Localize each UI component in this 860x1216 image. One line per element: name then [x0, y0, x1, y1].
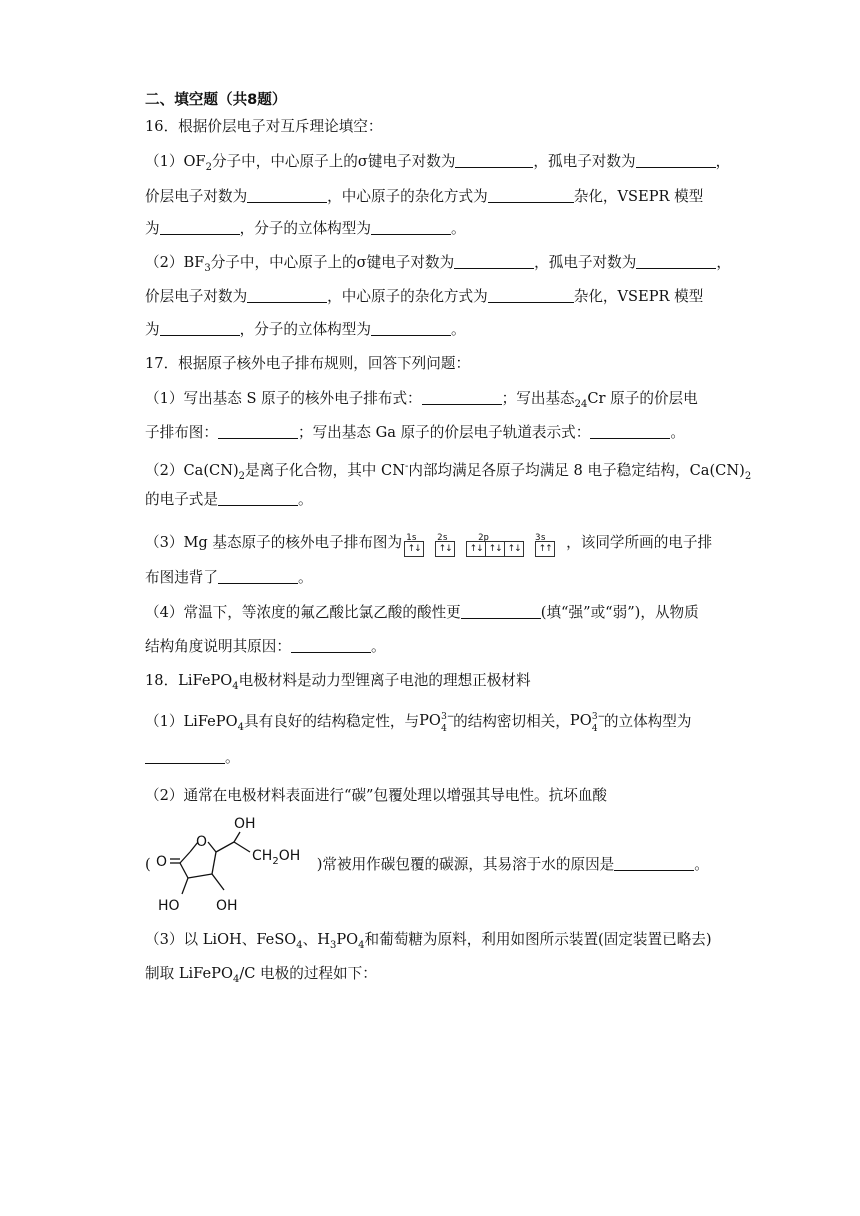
q18-p2-line1: （2）通常在电极材料表面进行“碳”包覆处理以增强其导电性。抗坏血酸 [145, 787, 608, 804]
text: 。 [450, 220, 466, 237]
text: 杂化，VSEPR 模型 [573, 288, 704, 305]
q17-p2-line2 [145, 490, 735, 510]
text: )常被用作碳包覆的碳源，其易溶于水的原因是 [316, 856, 615, 873]
orbital-box-2p-3: ↑↓ [504, 541, 524, 557]
text: 价层电子对数为 [145, 188, 248, 205]
answer-blank[interactable] [218, 569, 298, 584]
text: （1）LiFePO [145, 713, 238, 730]
subscript: 4 [441, 724, 447, 734]
text: 的立体构型为 [603, 713, 692, 730]
text: OH [278, 848, 301, 864]
answer-blank[interactable] [247, 188, 327, 203]
orbital-box-2p-2: ↑↓ [485, 541, 505, 557]
text: ，该同学所画的电子排 [566, 534, 713, 551]
q18-p3-line1 [145, 930, 735, 956]
q17-p1-line2 [145, 423, 735, 443]
text: ，分子的立体构型为 [239, 321, 371, 338]
text: 杂化，VSEPR 模型 [573, 188, 704, 205]
answer-blank[interactable] [455, 153, 533, 168]
text: Cr 原子的价层电 [587, 390, 698, 407]
text: 、H [302, 931, 330, 948]
answer-blank[interactable] [145, 749, 225, 764]
orbital-box-1s: ↑↓ [404, 541, 424, 557]
label-ho-left: HO [158, 898, 180, 914]
text: 具有良好的结构稳定性，与 [243, 713, 420, 730]
text: 。 [670, 424, 685, 441]
subscript: 4 [232, 973, 240, 985]
text: ，孤电子对数为 [533, 153, 636, 170]
text: (填“强”或“弱”)，从物质 [540, 604, 699, 621]
q17-p4-line2 [145, 637, 735, 657]
text: 18．LiFePO [145, 672, 233, 689]
q18-p1-line1 [145, 710, 735, 738]
subscript: 4 [237, 721, 244, 733]
text: 子排布图： [145, 424, 218, 441]
answer-blank[interactable] [488, 288, 574, 303]
text: ；写出基态 [501, 390, 575, 407]
text: /C 电极的过程如下： [239, 965, 377, 982]
q17-p2-line1 [145, 457, 752, 487]
bond [216, 842, 234, 852]
text: （1）OF [145, 153, 206, 170]
label-oh-top: OH [234, 816, 256, 832]
answer-blank[interactable] [291, 638, 371, 653]
text: 是离子化合物，其中 CN [245, 461, 405, 479]
section-title: 二、填空题（共8题） [145, 91, 287, 108]
q16-p1-line1 [145, 152, 735, 178]
text: 。 [370, 638, 386, 655]
q16-p2-line3 [145, 320, 735, 340]
text: ，中心原子的杂化方式为 [327, 288, 488, 305]
text: （2）BF [145, 254, 205, 271]
text: 。 [297, 491, 313, 508]
subscript: 4 [232, 680, 239, 692]
answer-blank[interactable] [590, 424, 670, 439]
answer-blank[interactable] [461, 604, 541, 619]
text: （3）以 LiOH、FeSO [145, 931, 297, 948]
answer-blank[interactable] [636, 153, 716, 168]
bond [182, 878, 188, 894]
superscript: 3− [441, 712, 455, 722]
text: 。 [450, 321, 466, 338]
subscript: 2 [272, 856, 279, 867]
q17-stem: 17．根据原子核外电子排布规则，回答下列问题： [145, 355, 471, 372]
answer-blank[interactable] [218, 424, 298, 439]
text: ；写出基态 Ga 原子的价层电子轨道表示式： [297, 424, 591, 441]
q17-p3-line2 [145, 568, 735, 588]
answer-blank[interactable] [160, 220, 240, 235]
text: 。 [297, 569, 313, 586]
q18-p3-line2 [145, 964, 735, 990]
q18-p1-line2 [145, 748, 735, 768]
bond [208, 842, 216, 852]
bond [234, 832, 240, 842]
text: 。 [694, 856, 709, 873]
q17-p3-line1 [145, 528, 735, 558]
orbital-label-2p: 2p [478, 533, 489, 543]
q16-p2-line1 [145, 253, 735, 279]
text: 价层电子对数为 [145, 288, 248, 305]
orbital-label-3s: 3s [535, 533, 546, 543]
text: 电极材料是动力型锂离子电池的理想正极材料 [238, 672, 531, 689]
text: 结构角度说明其原因： [145, 638, 291, 655]
bond [212, 874, 224, 890]
subscript: 4 [296, 939, 303, 951]
text: 为 [145, 220, 160, 237]
answer-blank[interactable] [371, 321, 451, 336]
orbital-label-2s: 2s [437, 533, 448, 543]
text: （1）写出基态 S 原子的核外电子排布式： [145, 390, 422, 407]
q18-stem [145, 671, 735, 697]
text: 分子中，中心原子上的σ键电子对数为 [211, 153, 456, 170]
answer-blank[interactable] [247, 288, 327, 303]
q16-stem: 16．根据价层电子对互斥理论填空： [145, 118, 383, 135]
text: 的电子式是 [145, 491, 218, 508]
subscript: 24 [574, 398, 588, 410]
superscript: - [404, 461, 409, 472]
text: 内部均满足各原子均满足 8 电子稳定结构，Ca(CN) [408, 461, 745, 479]
text: 的结构密切相关， [453, 713, 570, 730]
text: PO [569, 712, 592, 729]
phosphate-ion [569, 710, 606, 734]
orbital-box-3s: ↑↑ [535, 541, 555, 557]
q18-p2-line2 [145, 855, 735, 875]
answer-blank[interactable] [371, 220, 451, 235]
text: PO [419, 712, 441, 729]
subscript: 4 [358, 939, 365, 951]
text: 分子中，中心原子上的σ键电子对数为 [210, 254, 455, 271]
orbital-box-2s: ↑↓ [435, 541, 455, 557]
text: （2）Ca(CN) [145, 461, 239, 479]
text: 。 [225, 749, 240, 766]
answer-blank[interactable] [488, 188, 574, 203]
orbital-box-2p-1: ↑↓ [466, 541, 486, 557]
text: 为 [145, 321, 160, 338]
text: ， [715, 153, 731, 170]
q16-p2-line2 [145, 287, 735, 307]
q17-p1-line1 [145, 389, 735, 415]
text: ，分子的立体构型为 [239, 220, 371, 237]
q16-p1-line2 [145, 187, 735, 207]
orbital-diagram [404, 528, 564, 558]
label-o-carbonyl: O [156, 854, 168, 870]
answer-blank[interactable] [218, 491, 298, 506]
subscript: 3 [204, 262, 211, 274]
superscript: 3− [591, 712, 606, 722]
text: CH [252, 848, 273, 864]
answer-blank[interactable] [614, 856, 694, 871]
subscript: 4 [591, 724, 598, 734]
subscript: 2 [238, 470, 246, 482]
answer-blank[interactable] [160, 321, 240, 336]
label-o-ring: O [196, 834, 208, 850]
answer-blank[interactable] [422, 390, 502, 405]
text: 布图违背了 [145, 569, 218, 586]
subscript: 3 [329, 939, 337, 951]
q17-p4-line1 [145, 603, 735, 623]
phosphate-ion [419, 710, 455, 734]
text: （3）Mg 基态原子的核外电子排布图为 [145, 534, 403, 551]
answer-blank[interactable] [454, 254, 534, 269]
text: PO [336, 931, 359, 948]
orbital-label-1s: 1s [406, 533, 417, 543]
text: （4）常温下，等浓度的氟乙酸比氯乙酸的酸性更 [145, 604, 461, 621]
text: ，中心原子的杂化方式为 [327, 188, 488, 205]
text: ( [145, 856, 151, 873]
subscript: 2 [744, 470, 752, 482]
text: 制取 LiFePO [145, 965, 233, 982]
text: ，孤电子对数为 [534, 254, 637, 271]
subscript: 2 [205, 161, 212, 173]
text: 和葡萄糖为原料，利用如图所示装置(固定装置已略去) [364, 931, 712, 948]
q16-p1-line3 [145, 219, 735, 239]
answer-blank[interactable] [636, 254, 716, 269]
text: ， [716, 254, 731, 271]
label-oh-right: OH [216, 898, 238, 914]
bond [234, 842, 250, 852]
